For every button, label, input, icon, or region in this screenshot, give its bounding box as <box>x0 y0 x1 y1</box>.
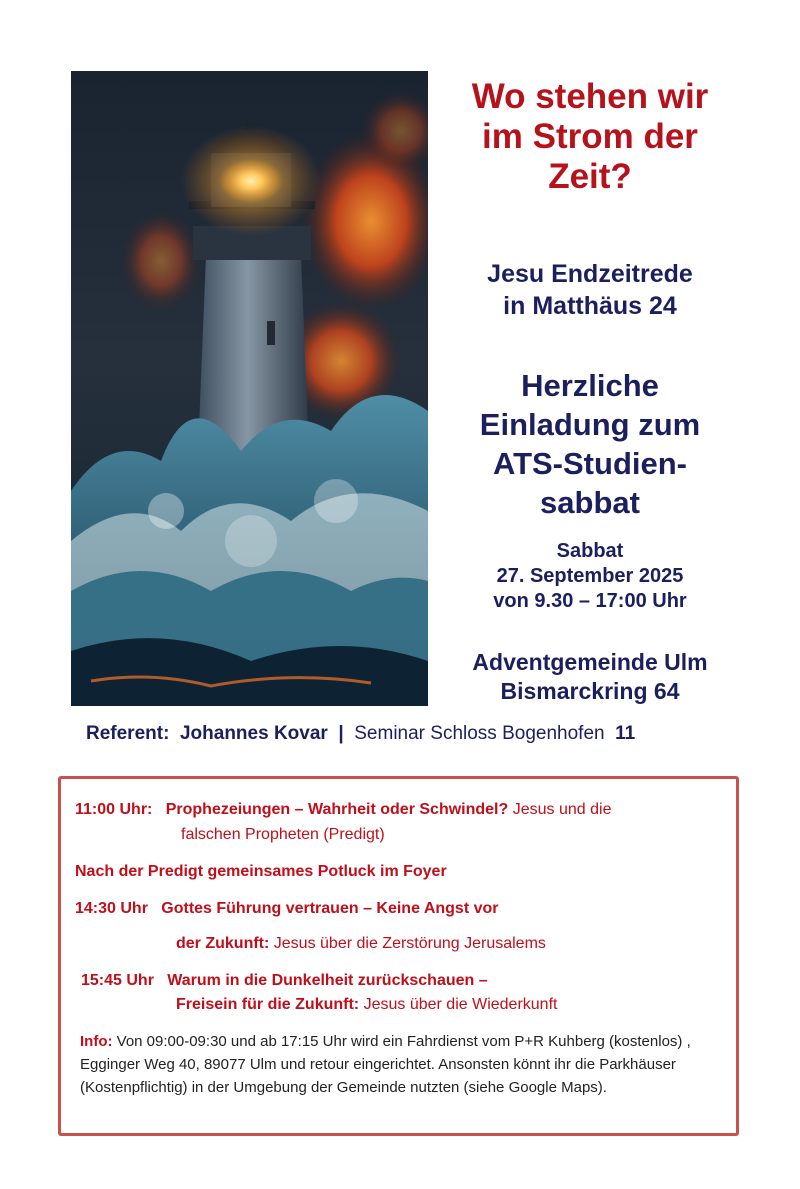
potluck-note: Nach der Predigt gemeinsames Potluck im Foyer <box>75 863 447 880</box>
item-time: 11:00 Uhr: <box>75 801 153 818</box>
item-title: Prophezeiungen – Wahrheit oder Schwindel? <box>165 801 509 818</box>
date-line: Sabbat <box>556 540 624 562</box>
program-item-2 <box>75 900 499 918</box>
event-venue <box>440 648 740 706</box>
item-title: Warum in die Dunkelheit zurückschauen – <box>167 972 488 989</box>
date-line: 27. September 2025 <box>496 565 684 587</box>
speaker-label: Referent: <box>86 723 170 744</box>
item-time: 14:30 Uhr <box>75 900 148 917</box>
program-item-3-cont <box>176 996 557 1014</box>
program-box <box>58 776 739 1136</box>
item-title: Gottes Führung vertrauen – Keine Angst vor <box>161 900 499 917</box>
item-desc: Jesus über die Wiederkunft <box>363 996 558 1013</box>
subtitle-line: Jesu Endzeitrede <box>487 260 693 288</box>
item-title: Freisein für die Zukunft: <box>176 996 360 1013</box>
date-line: von 9.30 – 17:00 Uhr <box>493 590 687 612</box>
invite-line: Einladung zum <box>479 407 701 442</box>
info-body: Von 09:00-09:30 und ab 17:15 Uhr wird ein Fahrdienst vom P+R Kuhberg (kostenlos) , Egginger Weg 40, 89077 Ulm und retour eingerichtet. Ansonsten könnt ihr die Parkhäuser (Kostenpflichtig) in der Umgebung der Gemeinde nutzten (siehe Google Maps). <box>80 1033 691 1096</box>
speaker-institution: Seminar Schloss Bogenhofen <box>354 723 605 744</box>
item-desc: Jesus und die <box>512 801 612 818</box>
program-item-1-desc: falschen Propheten (Predigt) <box>181 826 385 843</box>
venue-line: Adventgemeinde Ulm <box>472 649 708 675</box>
invite-line: ATS-Studien- <box>492 446 687 481</box>
info-label: Info: <box>80 1033 113 1050</box>
title-line: Zeit? <box>548 157 632 196</box>
speaker-number: 11 <box>615 723 636 744</box>
invitation-heading <box>440 366 740 522</box>
event-date <box>440 539 740 614</box>
speaker-name: Johannes Kovar <box>179 723 328 744</box>
title-line: im Strom der <box>482 117 698 156</box>
invite-line: Herzliche <box>521 368 659 403</box>
program-item-2-cont <box>176 935 546 953</box>
poster-title <box>445 77 735 197</box>
poster-subtitle <box>440 258 740 322</box>
program-item-3 <box>81 972 488 990</box>
venue-line: Bismarckring 64 <box>500 678 680 704</box>
item-time: 15:45 Uhr <box>81 972 154 989</box>
info-text <box>80 1030 744 1099</box>
item-desc: Jesus über die Zerstörung Jerusalems <box>273 935 546 952</box>
title-line: Wo stehen wir <box>471 77 709 116</box>
program-item-1 <box>75 801 611 819</box>
invite-line: sabbat <box>540 485 640 520</box>
lighthouse-in-storm-photo <box>71 71 428 706</box>
item-title: der Zukunft: <box>176 935 270 952</box>
speaker-separator: | <box>338 723 344 744</box>
subtitle-line: in Matthäus 24 <box>503 292 677 320</box>
speaker-line <box>86 723 635 745</box>
